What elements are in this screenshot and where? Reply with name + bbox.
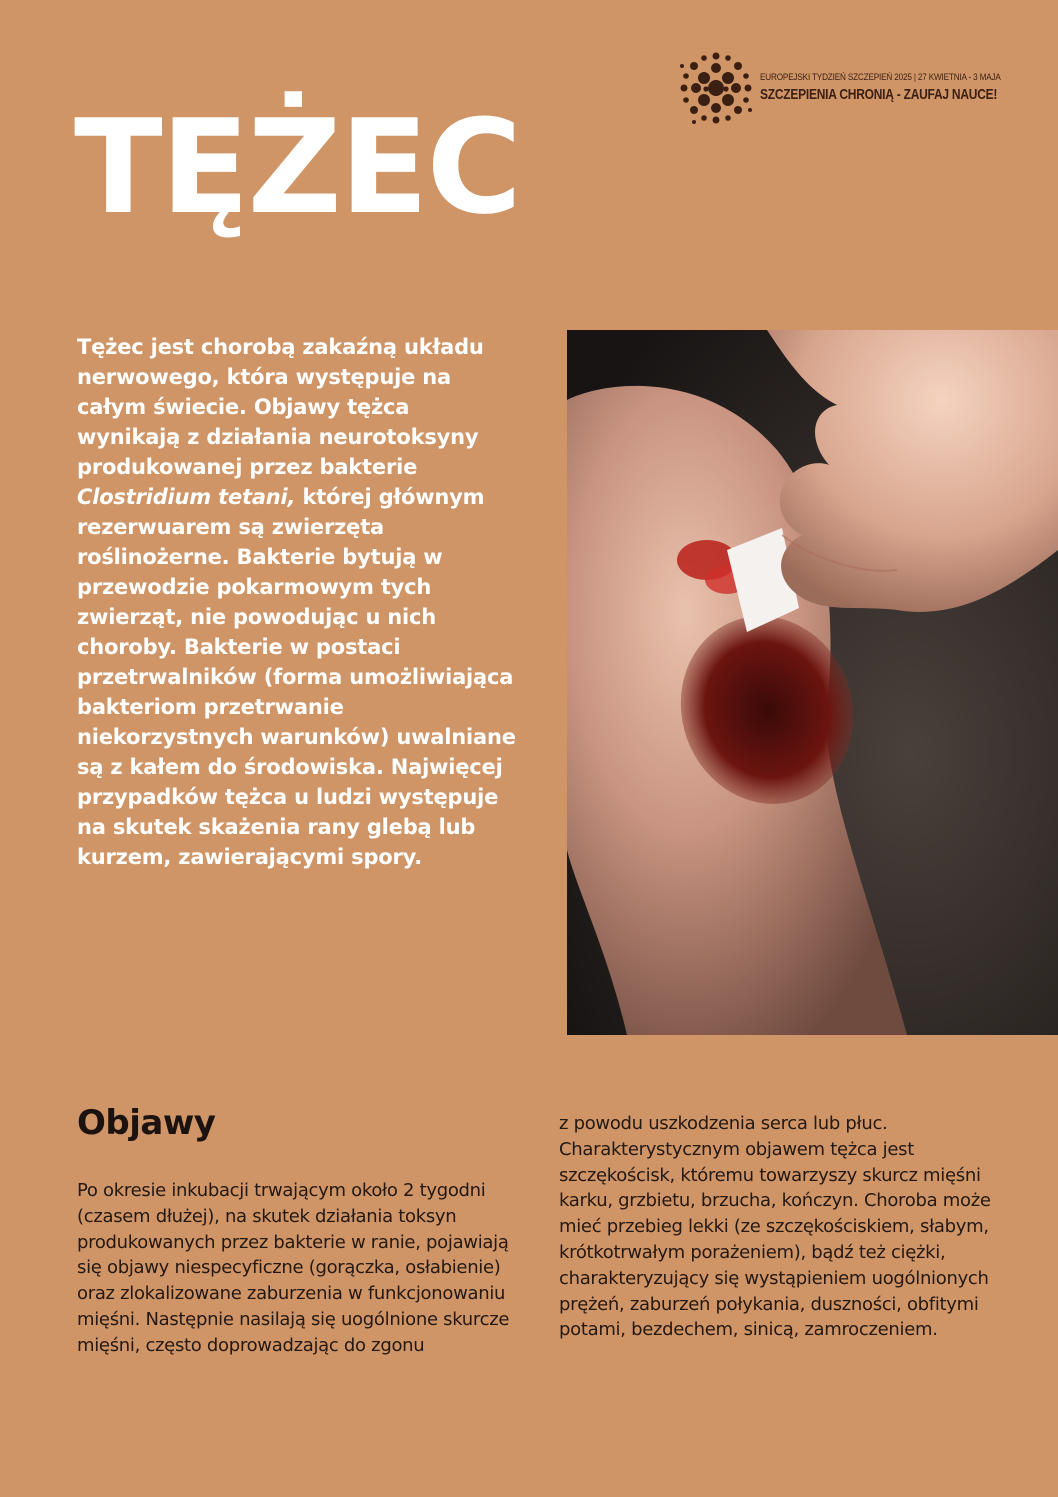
intro-paragraph bbox=[77, 332, 517, 872]
page-title: TĘŻEC bbox=[74, 91, 520, 243]
dotted-globe-icon bbox=[676, 48, 756, 128]
logo-tagline: EUROPEJSKI TYDZIEŃ SZCZEPIEŃ 2025 | 27 KWIETNIA - 3 MAJA bbox=[760, 72, 1001, 83]
bacteria-species-name: Clostridium tetani, bbox=[77, 485, 296, 509]
intro-text-end: której głównym rezerwuarem są zwierzęta roślinożerne. Bakterie bytują w przewodzie pokarmowym tych zwierząt, nie powodując u nich choroby. Bakterie w postaci przetrwalników (forma umożliwiająca bakteriom przetrwanie niekorzystnych warunków) uwalniane są z kałem do środowiska. Najwięcej przypadków tężca u ludzi występuje na skutek skażenia rany glebą lub kurzem, zawierającymi spory. bbox=[77, 485, 516, 869]
knee-wound-illustration bbox=[567, 330, 1058, 1035]
symptoms-text-left: Po okresie inkubacji trwającym około 2 tygodni (czasem dłużej), na skutek działania toksyn produkowanych przez bakterie w ranie, pojawiają się objawy niespecyficzne (gorączka, osłabienie) oraz zlokalizowane zaburzenia w funkcjonowaniu mięśni. Następnie nasilają się uogólnione skurcze mięśni, często doprowadzając do zgonu bbox=[77, 1180, 510, 1356]
wounded-knee-photo bbox=[567, 330, 1058, 1035]
symptoms-text-right: z powodu uszkodzenia serca lub płuc. Charakterystycznym objawem tężca jest szczękościsk, któremu towarzyszy skurcz mięśni karku, grzbietu, brzucha, kończyn. Choroba może mieć przebieg lekki (ze szczękościskiem, słabym, krótkotrwałym porażeniem), bądź też ciężki, charakteryzujący się wystąpieniem uogólnionych prężeń, zaburzeń połykania, duszności, obfitymi potami, bezdechem, sinicą, zamroczeniem. bbox=[559, 1113, 991, 1341]
campaign-logo bbox=[676, 48, 1016, 128]
logo-slogan: SZCZEPIENIA CHRONIĄ - ZAUFAJ NAUCE! bbox=[760, 86, 998, 103]
intro-text-start: Tężec jest chorobą zakaźną układu nerwowego, która występuje na całym świecie. Objawy tężca wynikają z działania neurotoksyny produkowanej przez bakterie bbox=[77, 335, 484, 479]
section-heading-objawy: Objawy bbox=[77, 1103, 216, 1143]
